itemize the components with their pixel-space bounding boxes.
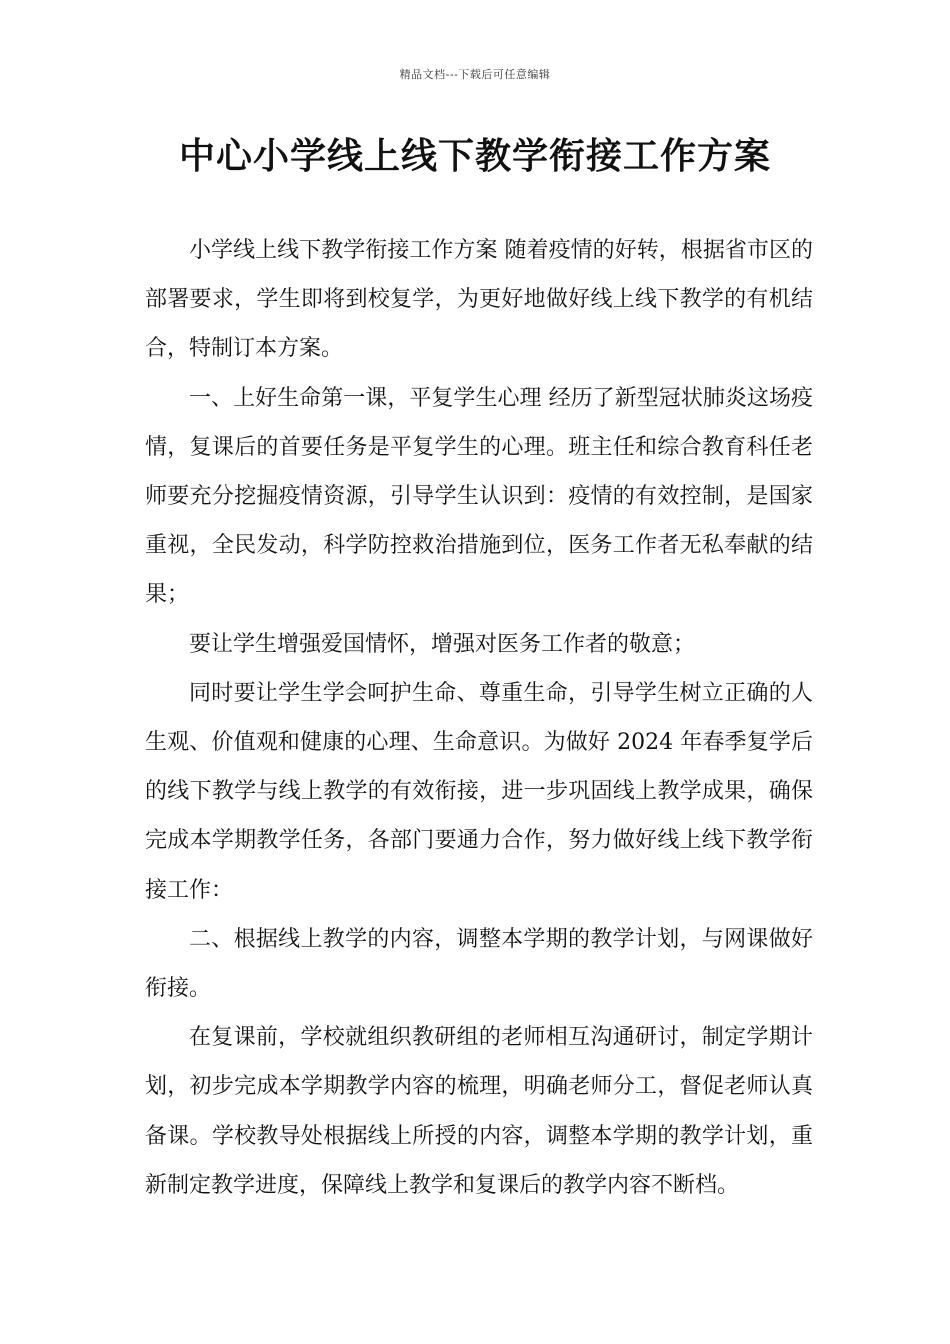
header-note: 精品文档---下载后可任意编辑 — [399, 68, 551, 81]
page-title: 中心小学线上线下教学衔接工作方案 — [178, 135, 771, 177]
paragraph-intro: 小学线上线下教学衔接工作方案 随着疫情的好转，根据省市区的部署要求，学生即将到校复学，为更好地做好线上线下教学的有机结合，特制订本方案。 — [145, 238, 813, 362]
paragraph-planning: 在复课前，学校就组织教研组的老师相互沟通研讨，制定学期计划，初步完成本学期教学内容的梳理，明确老师分工，督促老师认真备课。学校教导处根据线上所授的内容，调整本学期的教学计划，重新制定教学进度，保障线上教学和复课后的教学内容不断档。 — [145, 1025, 813, 1198]
paragraph-section-2: 二、根据线上教学的内容，调整本学期的教学计划，与网课做好衔接。 — [145, 926, 813, 1002]
document-body — [145, 226, 813, 1210]
paragraph-patriotism: 要让学生增强爱国情怀，增强对医务工作者的敬意； — [189, 631, 696, 657]
paragraph-life-education: 同时要让学生学会呵护生命、尊重生命，引导学生树立正确的人生观、价值观和健康的心理、生命意识。为做好 2024 年春季复学后的线下教学与线上教学的有效衔接，进一步巩固线上教学成果，确保完成本学期教学任务，各部门要通力合作，努力做好线上线下教学衔接工作： — [145, 680, 813, 903]
paragraph-section-1: 一、上好生命第一课，平复学生心理 经历了新型冠状肺炎这场疫情，复课后的首要任务是平复学生的心理。班主任和综合教育科任老师要充分挖掘疫情资源，引导学生认识到：疫情的有效控制，是国家重视，全民发动，科学防控救治措施到位，医务工作者无私奉献的结果； — [145, 385, 813, 608]
